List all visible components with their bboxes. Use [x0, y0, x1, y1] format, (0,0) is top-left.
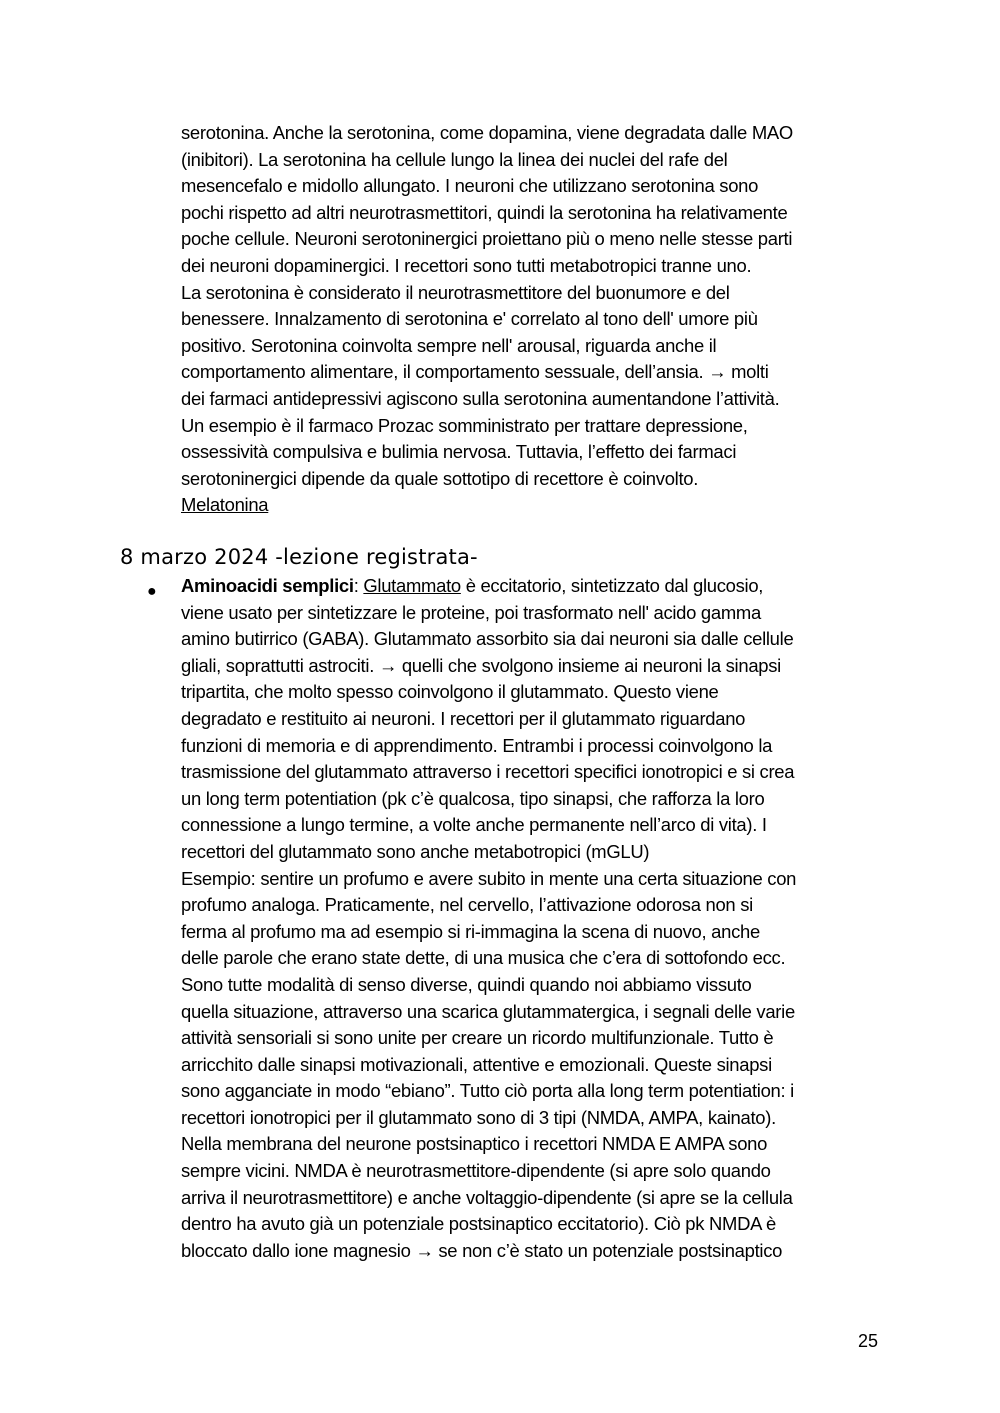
text-line: benessere. Innalzamento di serotonina e' correlato al tono dell' umore più: [181, 308, 758, 330]
text-line: mesencefalo e midollo allungato. I neuroni che utilizzano serotonina sono: [181, 175, 759, 197]
term-colon: :: [353, 575, 364, 596]
text-line: viene usato per sintetizzare le proteine, poi trasformato nell' acido gamma: [181, 601, 761, 623]
text-line: profumo analoga. Praticamente, nel cervello, l’attivazione odorosa non si: [181, 894, 753, 916]
text-line: serotoninergici dipende da quale sottotipo di recettore è coinvolto.: [181, 467, 699, 489]
glutammato-link[interactable]: Glutammato: [363, 575, 461, 596]
text-line: [181, 573, 899, 600]
text-line: dei neuroni dopaminergici. I recettori sono tutti metabotropici tranne uno.: [181, 254, 752, 276]
text-line: poche cellule. Neuroni serotoninergici proiettano più o meno nelle stesse parti: [181, 228, 793, 250]
section-heading: 8 marzo 2024 -lezione registrata-: [120, 545, 478, 569]
text-line: attività sensoriali si sono unite per creare un ricordo multifunzionale. Tutto è: [181, 1027, 774, 1049]
text-line: ossessività compulsiva e bulimia nervosa. Tuttavia, l’effetto dei farmaci: [181, 441, 737, 463]
bullet-term: Aminoacidi semplici: [181, 575, 354, 596]
text-line: sempre vicini. NMDA è neurotrasmettitore-dipendente (si apre solo quando: [181, 1160, 771, 1182]
text-line: La serotonina è considerato il neurotrasmettitore del buonumore e del: [181, 281, 730, 303]
text-line: comportamento alimentare, il comportamento sessuale, dell’ansia. → molti: [181, 361, 769, 383]
text-line: Sono tutte modalità di senso diverse, quindi quando noi abbiamo vissuto: [181, 973, 752, 995]
paragraph-serotonina: [181, 120, 901, 519]
text-line: connessione a lungo termine, a volte anche permanente nell’arco di vita). I: [181, 814, 767, 836]
text-line: bloccato dallo ione magnesio → se non c’è stato un potenziale postsinaptico: [181, 1239, 783, 1261]
text-line: sono agganciate in modo “ebiano”. Tutto ciò porta alla long term potentiation: i: [181, 1080, 794, 1102]
text-line: delle parole che erano state dette, di una musica che c’era di sottofondo ecc.: [181, 947, 786, 969]
text-line: degradato e restituito ai neuroni. I recettori per il glutammato riguardano: [181, 707, 746, 729]
text-line: quella situazione, attraverso una scarica glutammatergica, i segnali delle varie: [181, 1000, 795, 1022]
melatonina-link[interactable]: Melatonina: [181, 494, 269, 516]
text-line: funzioni di memoria e di apprendimento. Entrambi i processi coinvolgono la: [181, 734, 773, 756]
text-line: arricchito dalle sinapsi motivazionali, attentive e emozionali. Queste sinapsi: [181, 1053, 772, 1075]
text-line: Un esempio è il farmaco Prozac somministrato per trattare depressione,: [181, 414, 748, 436]
text-line: amino butirrico (GABA). Glutammato assorbito sia dai neuroni sia dalle cellule: [181, 628, 794, 650]
text-line: positivo. Serotonina coinvolta sempre nell' arousal, riguarda anche il: [181, 334, 717, 356]
text-line: dentro ha avuto già un potenziale postsinaptico eccitatorio). Ciò pk NMDA è: [181, 1213, 776, 1235]
text-line: recettori ionotropici per il glutammato sono di 3 tipi (NMDA, AMPA, kainato).: [181, 1106, 776, 1128]
text-line: Esempio: sentire un profumo e avere subito in mente una certa situazione con: [181, 867, 797, 889]
text-fragment: è eccitatorio, sintetizzato dal glucosio,: [460, 575, 764, 596]
bullet-icon: ●: [147, 583, 157, 600]
text-line: serotonina. Anche la serotonina, come dopamina, viene degradata dalle MAO: [181, 122, 793, 143]
page-number: 25: [857, 1331, 878, 1351]
text-line: dei farmaci antidepressivi agiscono sulla serotonina aumentandone l’attività.: [181, 387, 780, 409]
text-line: recettori del glutammato sono anche metabotropici (mGLU): [181, 840, 650, 862]
text-line: un long term potentiation (pk c’è qualcosa, tipo sinapsi, che rafforza la loro: [181, 787, 765, 809]
text-line: tripartita, che molto spesso coinvolgono il glutammato. Questo viene: [181, 681, 719, 703]
text-line: pochi rispetto ad altri neurotrasmettitori, quindi la serotonina ha relativamente: [181, 201, 788, 223]
text-line: Nella membrana del neurone postsinaptico i recettori NMDA E AMPA sono: [181, 1133, 768, 1155]
text-line: gliali, soprattutti astrociti. → quelli che svolgono insieme ai neuroni la sinapsi: [181, 654, 781, 676]
text-line: arriva il neurotrasmettitore) e anche voltaggio-dipendente (si apre se la cellula: [181, 1186, 793, 1208]
text-line: (inibitori). La serotonina ha cellule lungo la linea dei nuclei del rafe del: [181, 148, 728, 170]
text-line: trasmissione del glutammato attraverso i recettori specifici ionotropici e si crea: [181, 761, 795, 783]
text-line: ferma al profumo ma ad esempio si ri-immagina la scena di nuovo, anche: [181, 920, 760, 942]
bullet-item-aminoacidi: [181, 573, 901, 1264]
